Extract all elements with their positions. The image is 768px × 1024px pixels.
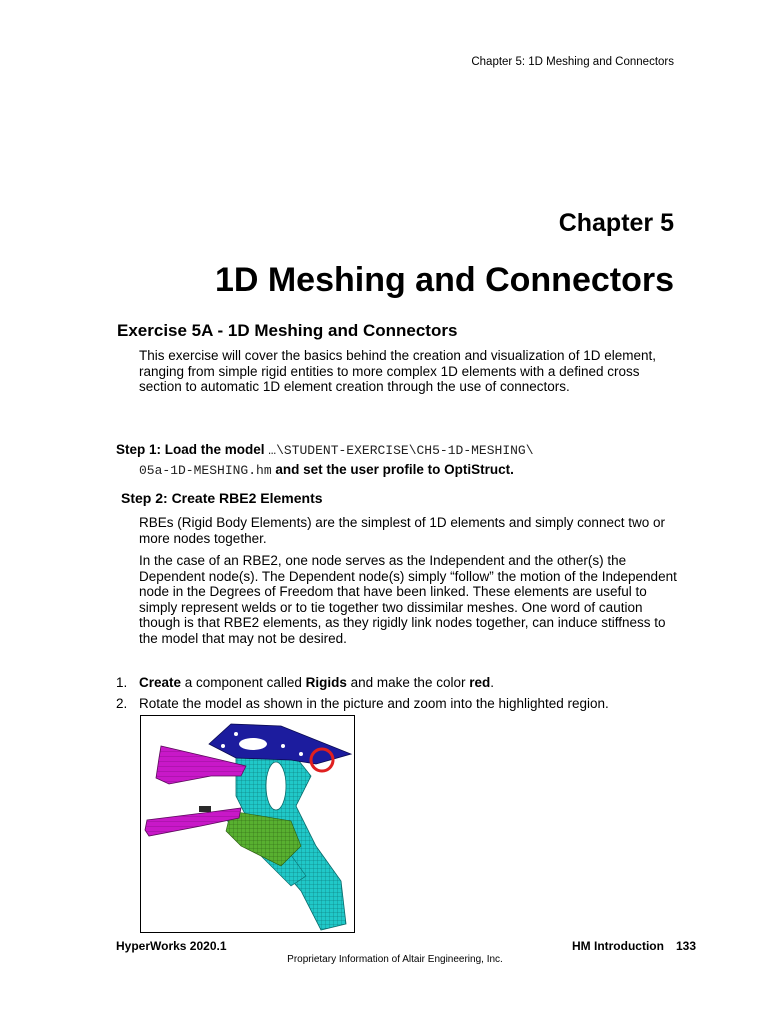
page-number: 133	[675, 939, 696, 953]
step1-path-part1: …\STUDENT-EXERCISE\CH5-1D-MESHING\	[268, 443, 534, 458]
step1-path-part2: 05a-1D-MESHING.hm	[139, 463, 272, 478]
list-item	[116, 696, 696, 717]
footer-product: HyperWorks 2020.1	[116, 939, 227, 953]
exercise-title: Exercise 5A - 1D Meshing and Connectors	[117, 321, 458, 340]
bracket-hole	[266, 762, 286, 810]
instruction-list	[116, 675, 696, 717]
step2-paragraph-1: RBEs (Rigid Body Elements) are the simplest of 1D elements and simply connect two or more nodes together.	[139, 515, 665, 546]
plate-bolt	[221, 744, 225, 748]
list-item-text: Create a component called Rigids and make the color red.	[139, 675, 494, 690]
step1-label: Step 1: Load the model	[116, 442, 265, 457]
list-item-text: Rotate the model as shown in the picture and zoom into the highlighted region.	[139, 696, 609, 711]
plate-bolt	[234, 732, 238, 736]
list-item-number: 2.	[116, 696, 128, 711]
chapter-title: 1D Meshing and Connectors	[214, 261, 674, 299]
chapter-label: Chapter 5	[558, 209, 674, 237]
list-item-number: 1.	[116, 675, 128, 690]
footer-notice: Proprietary Information of Altair Engineering, Inc.	[287, 954, 503, 965]
step1-instruction	[116, 440, 686, 480]
model-figure	[140, 715, 355, 933]
footer-section: HM Introduction 133	[571, 939, 696, 953]
plate-bolt	[299, 752, 303, 756]
fe-model-illustration	[141, 716, 354, 932]
step2-title: Step 2: Create RBE2 Elements	[121, 490, 323, 506]
plate-hole	[239, 738, 267, 750]
list-item	[116, 675, 696, 696]
step1-suffix: and set the user profile to OptiStruct.	[275, 462, 514, 477]
step2-paragraph-2: In the case of an RBE2, one node serves as the Independent and the other(s) the Dependent node(s). The Dependent node(s) simply “follow” the motion of the Independent node in the Degrees of Freedom that have been linked. These elements are useful to simply represent welds or to tie together two dissimilar meshes. One word of caution though is that RBE2 elements, as they rigidly link nodes together, can induce stiffness to the model that may not be desired.	[139, 553, 677, 646]
exercise-intro: This exercise will cover the basics behind the creation and visualization of 1D element, ranging from simple rigid entities to more complex 1D elements with a defined cross section to automatic 1D element creation through the use of connectors.	[139, 348, 657, 395]
plate-bolt	[281, 744, 285, 748]
lower-bracket-tab	[199, 806, 211, 812]
top-plate	[209, 724, 351, 764]
running-header: Chapter 5: 1D Meshing and Connectors	[471, 56, 674, 68]
